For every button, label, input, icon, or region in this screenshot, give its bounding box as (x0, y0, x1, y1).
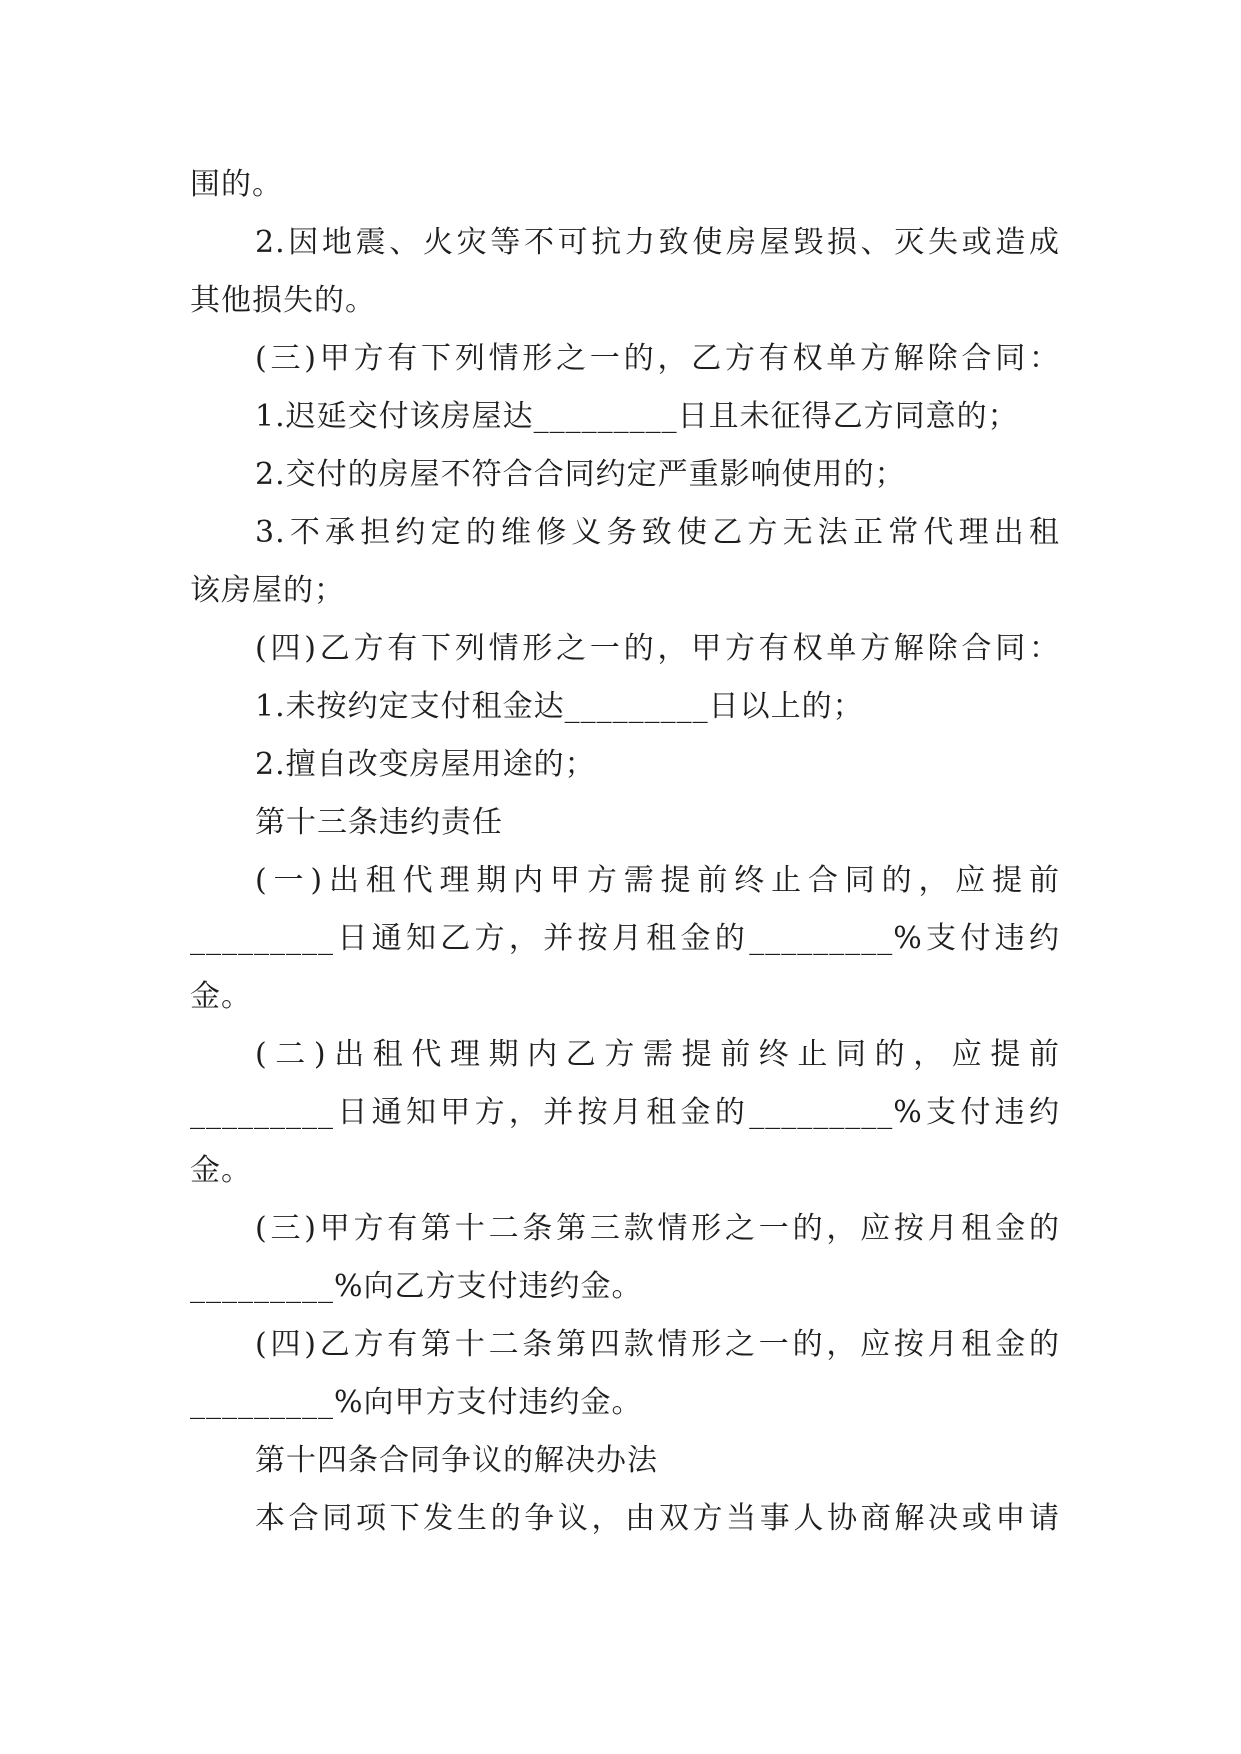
text-line: (四)乙方有下列情形之一的，甲方有权单方解除合同： (255, 631, 1060, 666)
section-heading: 第十四条合同争议的解决办法 (255, 1443, 658, 1478)
section-heading: 第十三条违约责任 (255, 805, 503, 840)
text-line: 1.迟延交付该房屋达_________日且未征得乙方同意的； (255, 399, 1019, 434)
text-line: 3.不承担约定的维修义务致使乙方无法正常代理出租 (255, 515, 1060, 550)
text-line: (三)甲方有第十二条第三款情形之一的，应按月租金的 (255, 1211, 1060, 1246)
text-line: _________%向甲方支付违约金。 (190, 1385, 643, 1420)
text-line: 本合同项下发生的争议，由双方当事人协商解决或申请 (255, 1501, 1060, 1536)
text-line: 2.擅自改变房屋用途的； (255, 747, 596, 782)
text-line: 金。 (190, 1153, 252, 1188)
text-line: 2.交付的房屋不符合合同约定严重影响使用的； (255, 457, 906, 492)
text-line: (三)甲方有下列情形之一的，乙方有权单方解除合同： (255, 341, 1060, 376)
text-line: 金。 (190, 979, 252, 1014)
text-line: (一)出租代理期内甲方需提前终止合同的，应提前 (255, 863, 1060, 898)
text-line: _________%向乙方支付违约金。 (190, 1269, 643, 1304)
text-line: (二)出租代理期内乙方需提前终止同的，应提前 (255, 1037, 1060, 1072)
text-line: (四)乙方有第十二条第四款情形之一的，应按月租金的 (255, 1327, 1060, 1362)
text-line: 2.因地震、火灾等不可抗力致使房屋毁损、灭失或造成 (255, 225, 1060, 260)
text-line: _________日通知乙方，并按月租金的_________%支付违约 (190, 921, 1060, 956)
text-line: _________日通知甲方，并按月租金的_________%支付违约 (190, 1095, 1060, 1130)
text-line: 该房屋的； (190, 573, 345, 608)
text-line: 1.未按约定支付租金达_________日以上的； (255, 689, 864, 724)
text-line: 围的。 (190, 167, 283, 202)
text-line: 其他损失的。 (190, 283, 376, 318)
